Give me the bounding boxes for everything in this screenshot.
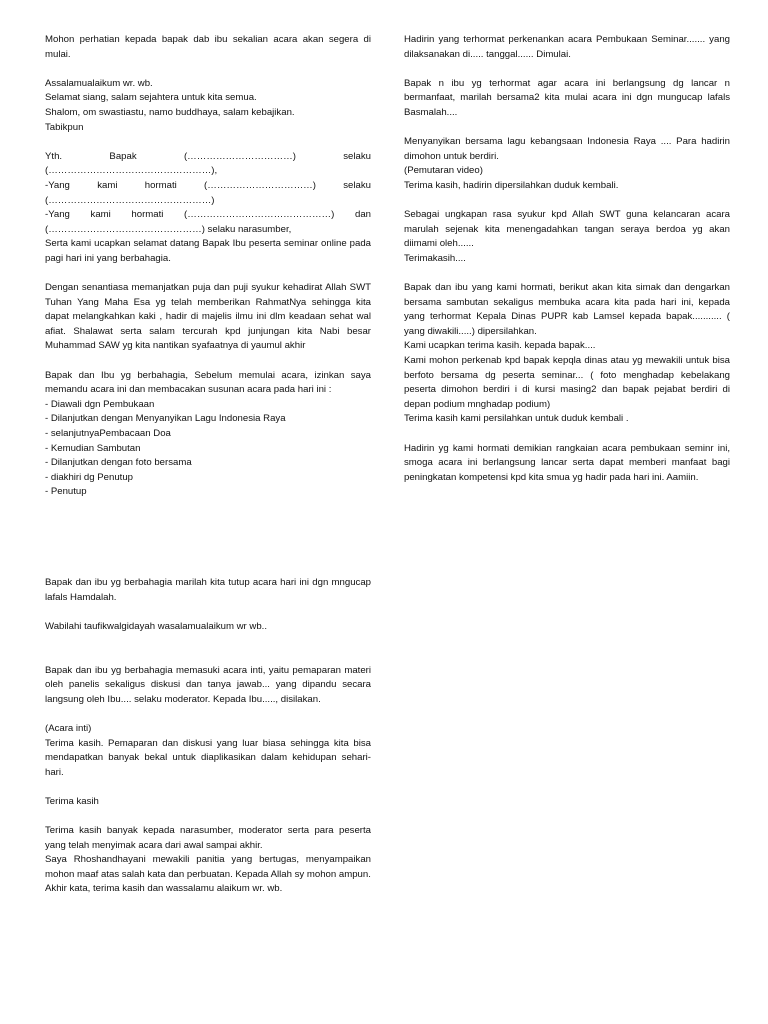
speech-paragraph: Bapak dan ibu yang kami hormati, berikut akan kita simak dan dengarkan bersama sambutan sekaligus membuka acara kita pada hari ini, kepada yang terhormat Kepala Dinas PUPR kab Lamsel kepada bapak........... ( yang diwakili.....) dipersilahkan. (404, 282, 730, 337)
anthem-paragraph: Menyanyikan bersama lagu kebangsaan Indonesia Raya .... Para hadirin dimohon untuk berdiri. (404, 136, 730, 162)
sit-again-line: Terima kasih kami persilahkan untuk duduk kembali . (404, 413, 629, 425)
gratitude-paragraph: Dengan senantiasa memanjatkan puja dan puji syukur kehadirat Allah SWT Tuhan Yang Maha Esa yg telah memberikan RahmatNya sehingga kita dapat melangkahkan kaki , hadir di majelis ilmu ini dlm keadaan sehat wal afiat. Shalawat serta salam tercurah kpd junjungan kita Nabi besar Muhammad SAW yg kita nantikan syafaatnya di yaumul akhir (45, 282, 371, 352)
salutation-line: Yth. Bapak (……………………………) selaku (45, 150, 371, 162)
agenda-item: - Kemudian Sambutan (45, 442, 141, 454)
left-bottom-column (45, 576, 371, 897)
photo-paragraph: Kami mohon perkenab kpd bapak kepqla dinas atau yg mewakili untuk bisa berfoto bersama dg peserta seminar... ( foto menghadap kebelakang peserta dimohon berdiri i di kursi masing2 dan bapak pejabat berdiri di depan podium mnghadap podium) (404, 355, 730, 410)
greeting-line: Selamat siang, salam sejahtera untuk kita semua. (45, 92, 257, 104)
agenda-item: - Dilanjutkan dengan foto bersama (45, 457, 192, 469)
opening-call: Mohon perhatian kepada bapak dab ibu sekalian acara akan segera di mulai. (45, 34, 371, 60)
opening-paragraph: Hadirin yang terhormat perkenankan acara Pembukaan Seminar....... yang dilaksanakan di..... tanggal...... Dimulai. (404, 34, 730, 60)
agenda-item: - selanjutnyaPembacaan Doa (45, 428, 171, 440)
core-session-paragraph: Bapak dan ibu yg berbahagia memasuki acara inti, yaitu pemaparan materi oleh panelis sekaligus diskusi dan tanya jawab... yang dipandu secara langsung oleh Ibu.... selaku moderator. Kepada Ibu....., disilakan. (45, 664, 371, 705)
thanks-bapak-line: Kami ucapkan terima kasih. kepada bapak.... (404, 340, 596, 352)
greeting-line: Assalamualaikum wr. wb. (45, 77, 153, 89)
agenda-item: - Dilanjutkan dengan Menyanyikan Lagu Indonesia Raya (45, 413, 286, 425)
thanks-prayer-line: Terimakasih.... (404, 252, 466, 264)
agenda-item: - diakhiri dg Penutup (45, 471, 133, 483)
left-column (45, 33, 371, 500)
prayer-paragraph: Sebagai ungkapan rasa syukur kpd Allah SWT guna kelancaran acara marulah sejenak kita menengadahkan tangan seraya berdoa yg akan diimami oleh...... (404, 209, 730, 250)
closing-hamdalah: Bapak dan ibu yg berbahagia marilah kita tutup acara hari ini dgn mngucap lafals Hamdalah. (45, 577, 371, 603)
basmalah-paragraph: Bapak n ibu yg terhormat agar acara ini berlangsung dg lancar n bermanfaat, marilah bersama2 kita mulai acara ini dgn mungucap lafals Basmalah.... (404, 77, 730, 118)
closing-paragraph: Hadirin yg kami hormati demikian rangkaian acara pembukaan seminr ini, smoga acara ini berlangsung lancar serta dapat memberi manfaat bagi peningkatan kompetensi kpd kita smua yg hadir pada hari ini. Aamiin. (404, 442, 730, 483)
apology-paragraph: Saya Rhoshandhayani mewakili panitia yang bertugas, menyampaikan mohon maaf atas salah kata dan perbuatan. Kepada Allah sy mohon ampun. (45, 854, 371, 880)
agenda-intro: Bapak dan Ibu yg berbahagia, Sebelum memulai acara, izinkan saya memandu acara ini dan membacakan susunan acara pada hari ini : (45, 369, 371, 396)
agenda-item: - Diawali dgn Pembukaan (45, 398, 155, 410)
salutation-line: (……………………………………………), (45, 165, 218, 177)
final-thanks-paragraph: Terima kasih banyak kepada narasumber, moderator serta para peserta yang telah menyimak acara dari awal sampai akhir. (45, 825, 371, 851)
welcome-paragraph: Serta kami ucapkan selamat datang Bapak Ibu peserta seminar online pada pagi hari ini yang berbahagia. (45, 238, 371, 264)
salutation-line: -Yang kami hormati (………………………………………) dan (45, 209, 371, 221)
salutation-line: (…………………………………………) selaku narasumber, (45, 223, 292, 235)
right-column (404, 33, 730, 485)
greeting-line: Shalom, om swastiastu, namo buddhaya, salam kebajikan. (45, 106, 295, 118)
greeting-line: Tabikpun (45, 121, 84, 133)
salutation-line: -Yang kami hormati (……………………………) selaku (45, 179, 371, 191)
salutation-line: (……………………………………………) (45, 194, 215, 206)
agenda-item: - Penutup (45, 486, 87, 498)
wabillahi-line: Wabilahi taufikwalgidayah wasalamualaikum wr wb.. (45, 620, 267, 632)
thanks-line: Terima kasih (45, 795, 99, 807)
sit-down-line: Terima kasih, hadirin dipersilahkan duduk kembali. (404, 179, 619, 191)
farewell-line: Akhir kata, terima kasih dan wassalamu alaikum wr. wb. (45, 883, 283, 895)
core-session-label: (Acara inti) (45, 722, 92, 734)
video-label: (Pemutaran video) (404, 165, 483, 177)
core-thanks-paragraph: Terima kasih. Pemaparan dan diskusi yang luar biasa sehingga kita bisa mendapatkan banyak bekal untuk diaplikasikan dalam kehidupan sehari-hari. (45, 737, 371, 778)
